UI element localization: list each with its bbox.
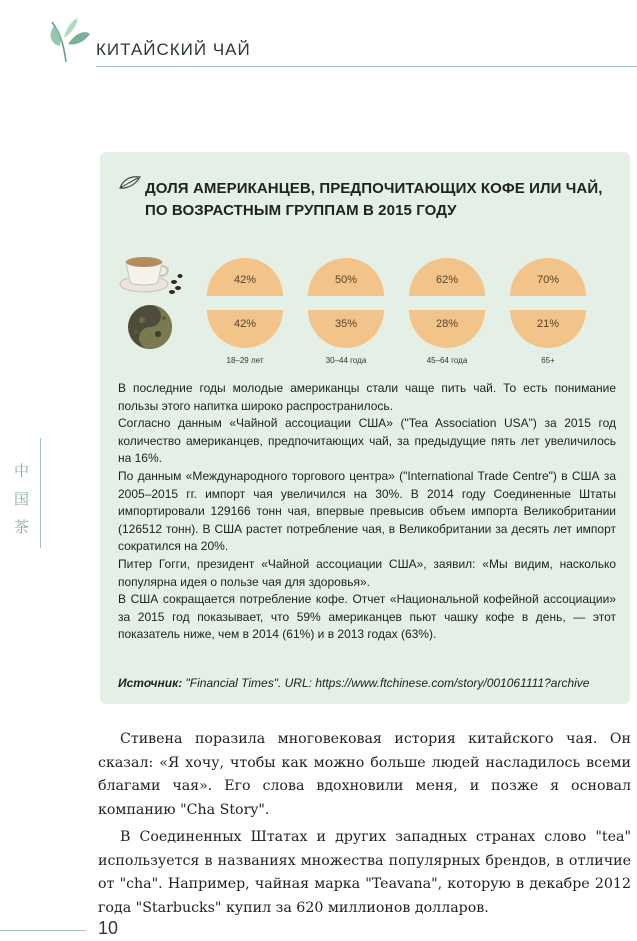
coffee-share-semicircle <box>409 258 485 296</box>
tea-share-value: 35% <box>334 318 358 330</box>
age-group-column <box>308 258 384 365</box>
main-body <box>98 728 631 920</box>
infobox-paragraph: Согласно данным «Чайной ассоциации США» ("Tea Association USA") за 2015 год количество американцев, предпочитающих чай, за предыдущие пять лет увеличилось на 16%. <box>118 416 616 466</box>
page-header <box>0 0 637 72</box>
tea-share-semicircle <box>409 310 485 348</box>
infobox-title <box>145 178 615 222</box>
coffee-share-semicircle <box>207 258 283 296</box>
infobox-title-line-1: ДОЛЯ АМЕРИКАНЦЕВ, ПРЕДПОЧИТАЮЩИХ КОФЕ ИЛИ ЧАЙ, <box>145 180 603 197</box>
tea-share-value: 21% <box>536 318 560 330</box>
coffee-share-value: 42% <box>233 274 257 286</box>
coffee-share-semicircle <box>510 258 586 296</box>
header-title: КИТАЙСКИЙ ЧАЙ <box>96 40 251 59</box>
source-text: "Financial Times". URL: https://www.ftchinese.com/story/001061111?archive <box>182 676 590 690</box>
side-marker <box>0 438 41 548</box>
tea-share-semicircle <box>308 310 384 348</box>
page-number: 10 <box>98 918 119 938</box>
infobox-paragraph: В США сокращается потребление кофе. Отчет «Национальной кофейной ассоциации» за 2015 год показывает, что 59% американцев пьют чашку кофе в день, — этот показатель ниже, чем в 2014 (61%) и в 2013 годах (63%). <box>118 592 616 642</box>
coffee-share-value: 62% <box>435 274 459 286</box>
infobox-body <box>118 380 616 644</box>
age-group-label: 30–44 года <box>325 356 367 365</box>
infobox-paragraph: Питер Гогги, президент «Чайной ассоциации США», заявил: «Мы видим, насколько популярна идея о пользе чая для здоровья». <box>118 556 616 589</box>
main-paragraph: В Соединенных Штатах и других западных странах слово "tea" используется в названиях множества популярных брендов, в отличие от "cha". Например, чайная марка "Teavana", которую в декабре 2012 года "Starbucks" купил за 620 миллионов долларов. <box>98 829 631 916</box>
infobox-title-line-2: ПО ВОЗРАСТНЫМ ГРУППАМ В 2015 ГОДУ <box>145 202 457 219</box>
tea-share-value: 42% <box>233 318 257 330</box>
tea-leaf-icon <box>46 14 94 64</box>
main-paragraph: Стивена поразила многовековая история китайского чая. Он сказал: «Я хочу, чтобы как можно больше людей насладилось всеми благами чая». Его слова вдохновили меня, и позже я основал компанию "Cha Story". <box>98 731 631 818</box>
age-group-column <box>510 258 586 365</box>
coffee-share-value: 70% <box>536 274 560 286</box>
infobox-paragraph: В последние годы молодые американцы стали чаще пить чай. То есть понимание пользы этого напитка широко распространилось. <box>118 381 616 413</box>
age-group-column <box>409 258 485 365</box>
tea-share-semicircle <box>510 310 586 348</box>
source-citation <box>118 676 618 690</box>
source-label: Источник: <box>118 676 183 690</box>
side-char-3: 茶 <box>14 518 30 536</box>
side-char-1: 中 <box>14 462 30 480</box>
coffee-share-semicircle <box>308 258 384 296</box>
tea-leaves-icon <box>118 302 184 352</box>
coffee-cup-icon <box>118 248 184 298</box>
age-group-label: 18–29 лет <box>226 356 264 365</box>
header-divider <box>96 66 637 67</box>
age-group-label: 45–64 года <box>426 356 468 365</box>
tea-share-value: 28% <box>435 318 459 330</box>
leaf-bullet-icon <box>118 174 142 192</box>
side-char-2: 国 <box>14 490 30 508</box>
infobox-paragraph: По данным «Международного торгового центра» ("International Trade Centre") в США за 2005–2015 гг. импорт чая увеличился на 30%. В 2014 году Соединенные Штаты импортировали 129166 тонн чая, впервые превысив объем импорта Великобритании (126512 тонн). В США растет потребление чая, в Великобритании за десять лет импорт сократился на 20%. <box>118 468 616 554</box>
footer-divider <box>0 930 86 931</box>
age-group-label: 65+ <box>541 356 555 365</box>
tea-share-semicircle <box>207 310 283 348</box>
coffee-share-value: 50% <box>334 274 358 286</box>
age-group-column <box>207 258 283 365</box>
